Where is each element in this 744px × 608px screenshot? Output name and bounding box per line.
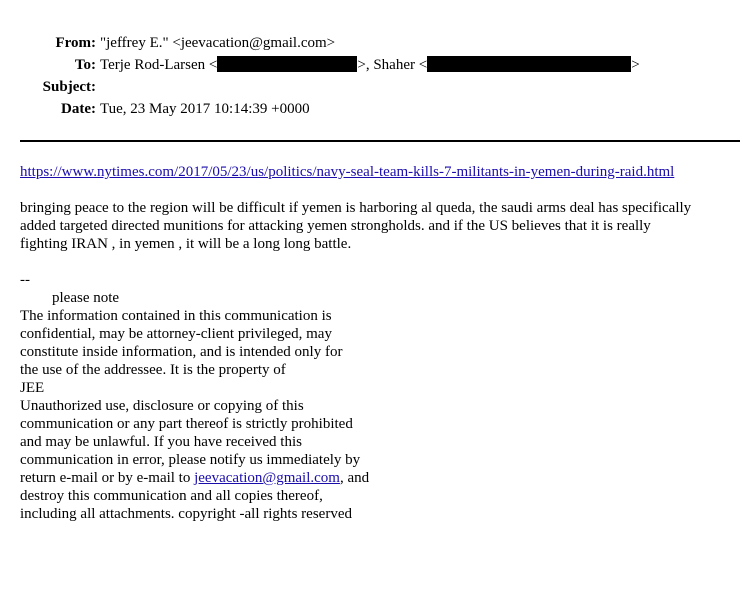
disclaimer-line: including all attachments. copyright -all rights reserved [20,506,352,522]
disclaimer-line: communication or any part thereof is strictly prohibited [20,416,353,432]
disclaimer-line: constitute inside information, and is intended only for [20,344,343,360]
disclaimer-line: communication in error, please notify us immediately by [20,452,361,468]
disclaimer-line: Unauthorized use, disclosure or copying of this [20,398,304,414]
to-separator: >, Shaher < [357,57,428,73]
redaction-bar [427,56,631,72]
disclaimer-line: The information contained in this communication is [20,308,332,324]
return-prefix: return e-mail or by e-mail to [20,470,195,486]
subject-label: Subject: [42,79,96,95]
from-value: "jeffrey E." <jeevacation@gmail.com> [100,35,336,51]
please-note: please note [52,290,120,306]
from-label: From: [55,35,96,51]
disclaimer-line: confidential, may be attorney-client privileged, may [20,326,332,342]
disclaimer-line: and may be unlawful. If you have received this [20,434,302,450]
disclaimer-line: JEE [20,380,45,396]
paragraph-line: bringing peace to the region will be difficult if yemen is harboring al queda, the saudi arms deal has specifically [20,200,692,216]
to-label: To: [74,57,96,73]
disclaimer-line: destroy this communication and all copies thereof, [20,488,323,504]
redaction-bar [217,56,357,72]
disclaimer-return-line [20,469,369,487]
date-value: Tue, 23 May 2017 10:14:39 +0000 [100,101,310,117]
header-divider [20,140,740,142]
to-end: > [631,57,640,73]
article-link[interactable]: https://www.nytimes.com/2017/05/23/us/politics/navy-seal-team-kills-7-militants-in-yemen-during-raid.html [20,164,675,180]
disclaimer-line: the use of the addressee. It is the property of [20,362,286,378]
email-link[interactable]: jeevacation@gmail.com [194,470,340,486]
signature-dash: -- [20,272,30,288]
return-suffix: , and [339,470,370,486]
to-value [100,55,640,75]
paragraph-line: added targeted directed munitions for attacking yemen strongholds. and if the US believes that it is really [20,218,651,234]
to-recipient-1: Terje Rod-Larsen < [100,57,218,73]
date-label: Date: [61,101,96,117]
paragraph-line: fighting IRAN , in yemen , it will be a long long battle. [20,236,352,252]
